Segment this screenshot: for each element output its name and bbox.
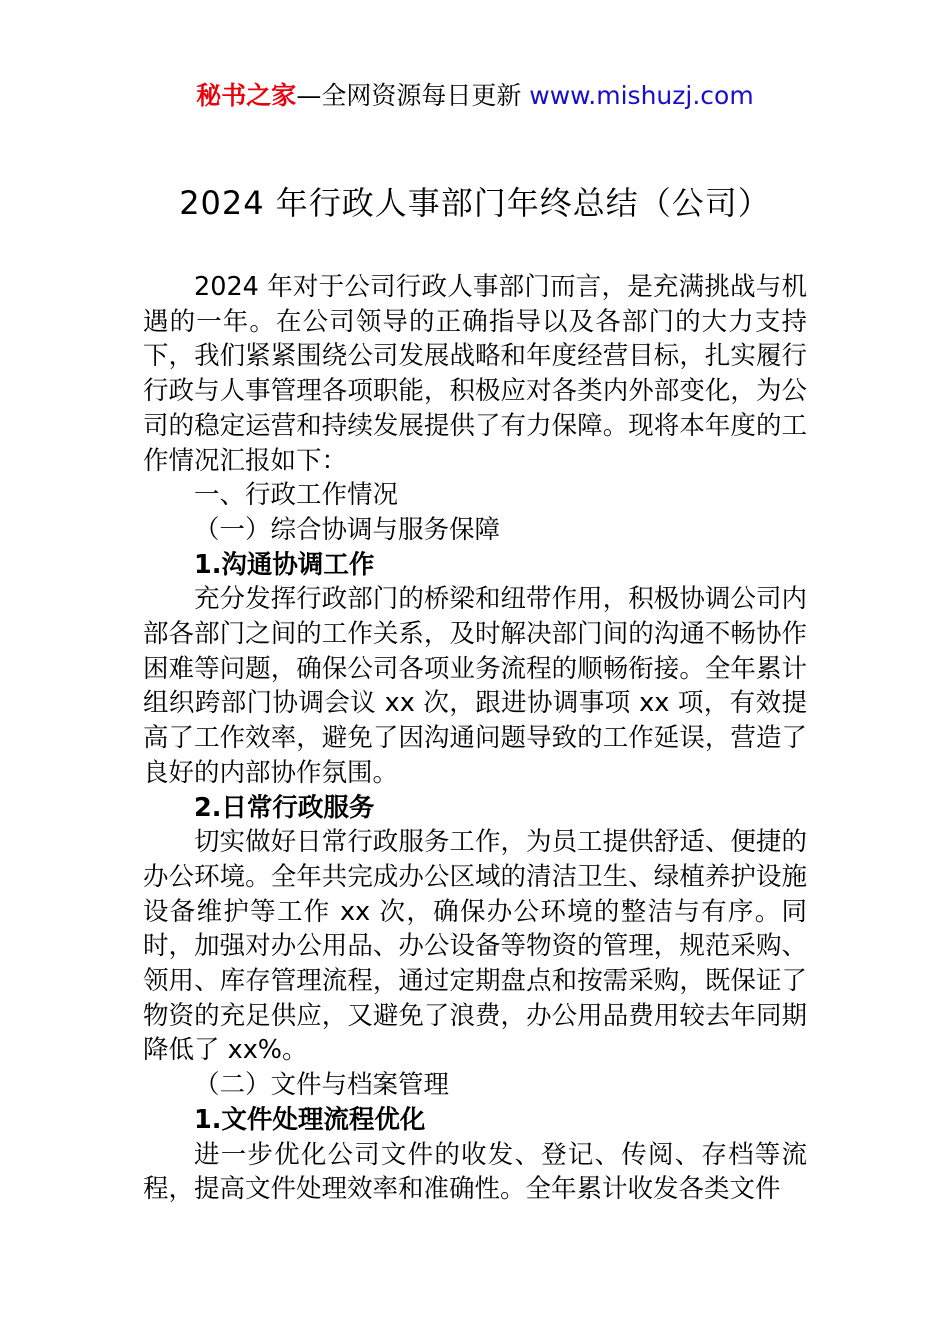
item-paragraph: 进一步优化公司文件的收发、登记、传阅、存档等流程，提高文件处理效率和准确性。全年累计收发各类文件 xyxy=(143,1139,807,1205)
document-title: 2024 年行政人事部门年终总结（公司） xyxy=(179,184,771,222)
document-body xyxy=(143,270,807,1207)
item-paragraph: 充分发挥行政部门的桥梁和纽带作用，积极协调公司内部各部门之间的工作关系，及时解决部门间的沟通不畅协作困难等问题，确保公司各项业务流程的顺畅衔接。全年累计组织跨部门协调会议 xx 次，跟进协调事项 xx 项，有效提高了工作效率，避免了因沟通问题导致的工作延误，营造了良好的内部协作氛围。 xyxy=(143,584,807,788)
intro-paragraph: 2024 年对于公司行政人事部门而言，是充满挑战与机遇的一年。在公司领导的正确指导以及各部门的大力支持下，我们紧紧围绕公司发展战略和年度经营目标，扎实履行行政与人事管理各项职能，积极应对各类内外部变化，为公司的稳定运营和持续发展提供了有力保障。现将本年度的工作情况汇报如下： xyxy=(143,272,807,476)
item-heading: 2.日常行政服务 xyxy=(194,792,375,823)
item-paragraph: 切实做好日常行政服务工作，为员工提供舒适、便捷的办公环境。全年共完成办公区域的清洁卫生、绿植养护设施设备维护等工作 xx 次，确保办公环境的整洁与有序。同时，加强对办公用品、办公设备等物资的管理，规范采购、领用、库存管理流程，通过定期盘点和按需采购，既保证了物资的充足供应，又避免了浪费，办公用品费用较去年同期降低了 xx%。 xyxy=(143,827,807,1066)
page-header xyxy=(0,78,950,114)
item-heading: 1.文件处理流程优化 xyxy=(194,1104,426,1135)
subsection-heading: （一）综合协调与服务保障 xyxy=(194,514,501,545)
subsection-heading: （二）文件与档案管理 xyxy=(194,1070,450,1101)
header-tagline: —全网资源每日更新 xyxy=(296,81,530,110)
site-link[interactable]: www.mishuzj.com xyxy=(529,81,754,110)
item-heading: 1.沟通协调工作 xyxy=(194,549,375,580)
brand-name: 秘书之家 xyxy=(196,81,297,110)
section-heading: 一、行政工作情况 xyxy=(194,480,399,511)
